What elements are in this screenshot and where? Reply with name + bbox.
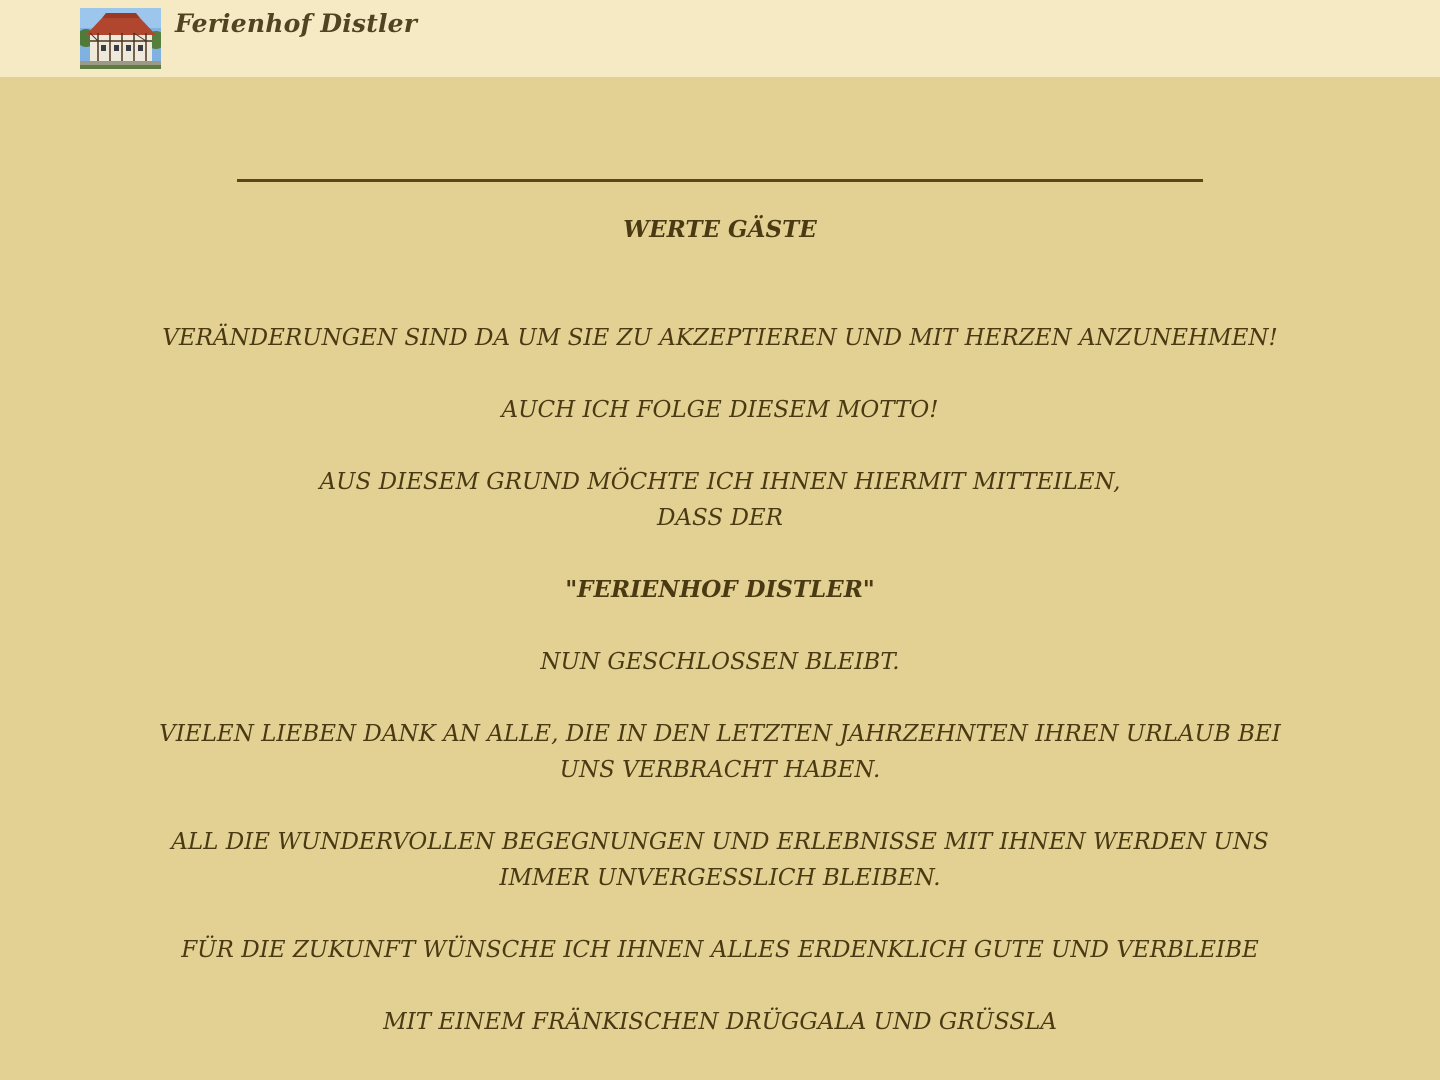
message-line: NUN GESCHLOSSEN BLEIBT. <box>540 649 900 675</box>
message-line: AUS DIESEM GRUND MÖCHTE ICH IHNEN HIERMIT MITTEILEN, <box>319 469 1121 495</box>
site-logo[interactable] <box>80 8 161 69</box>
divider-line <box>237 179 1203 182</box>
site-header <box>0 0 1440 77</box>
message-line: MIT EINEM FRÄNKISCHEN DRÜGGALA UND GRÜSSLA <box>383 1009 1057 1035</box>
house-photo-icon <box>80 8 161 69</box>
message-line: UNS VERBRACHT HABEN. <box>559 757 881 783</box>
message-line: IMMER UNVERGESSLICH BLEIBEN. <box>499 865 941 891</box>
message-line: ALL DIE WUNDERVOLLEN BEGEGNUNGEN UND ERLEBNISSE MIT IHNEN WERDEN UNS <box>171 829 1269 855</box>
business-name: "FERIENHOF DISTLER" <box>565 576 875 603</box>
message-line: FÜR DIE ZUKUNFT WÜNSCHE ICH IHNEN ALLES ERDENKLICH GUTE UND VERBLEIBE <box>181 937 1259 963</box>
message-line: VERÄNDERUNGEN SIND DA UM SIE ZU AKZEPTIEREN UND MIT HERZEN ANZUNEHMEN! <box>162 325 1278 351</box>
closure-message <box>150 212 1290 1040</box>
message-line: DASS DER <box>656 505 784 531</box>
site-title[interactable]: Ferienhof Distler <box>175 9 418 38</box>
message-line: AUCH ICH FOLGE DIESEM MOTTO! <box>501 397 939 423</box>
greeting-heading: WERTE GÄSTE <box>623 216 817 243</box>
message-line: VIELEN LIEBEN DANK AN ALLE, DIE IN DEN LETZTEN JAHRZEHNTEN IHREN URLAUB BEI <box>159 721 1281 747</box>
